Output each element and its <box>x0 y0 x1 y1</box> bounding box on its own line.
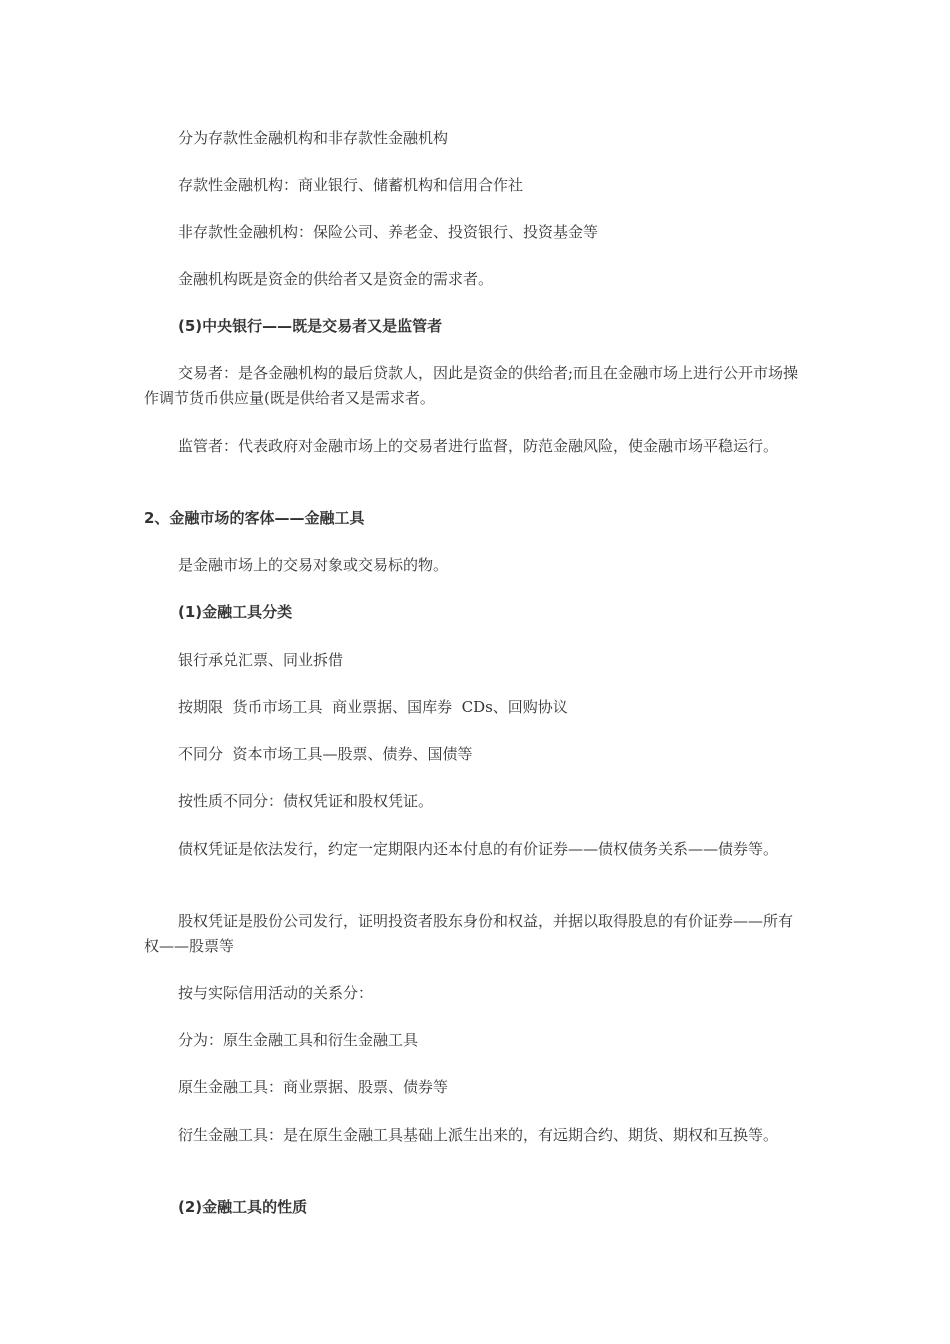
paragraph: 监管者：代表政府对金融市场上的交易者进行监督，防范金融风险，使金融市场平稳运行。 <box>178 437 779 455</box>
paragraph: 不同分 资本市场工具—股票、债券、国债等 <box>178 745 473 763</box>
paragraph: 按与实际信用活动的关系分： <box>178 984 374 1002</box>
paragraph: 按期限 货币市场工具 商业票据、国库券 CDs、回购协议 <box>178 698 568 716</box>
paragraph: 衍生金融工具：是在原生金融工具基础上派生出来的，有远期合约、期货、期权和互换等。 <box>178 1126 779 1144</box>
paragraph: 是金融市场上的交易对象或交易标的物。 <box>178 556 449 574</box>
paragraph: 债权凭证是依法发行，约定一定期限内还本付息的有价证券——债权债务关系——债券等。 <box>178 840 779 858</box>
section-heading: (1)金融工具分类 <box>178 603 293 621</box>
paragraph: 非存款性金融机构：保险公司、养老金、投资银行、投资基金等 <box>178 223 599 241</box>
paragraph: 分为存款性金融机构和非存款性金融机构 <box>178 129 449 147</box>
paragraph: 股权凭证是股份公司发行，证明投资者股东身份和权益，并据以取得股息的有价证券——所有权——股票等 <box>144 912 794 955</box>
paragraph: 银行承兑汇票、同业拆借 <box>178 651 344 669</box>
section-heading: (5)中央银行——既是交易者又是监管者 <box>178 317 443 335</box>
paragraph: 分为：原生金融工具和衍生金融工具 <box>178 1031 419 1049</box>
paragraph: 金融机构既是资金的供给者又是资金的需求者。 <box>178 270 494 288</box>
paragraph: 按性质不同分：债权凭证和股权凭证。 <box>178 792 434 810</box>
section-heading: (2)金融工具的性质 <box>178 1198 308 1216</box>
paragraph: 原生金融工具：商业票据、股票、债券等 <box>178 1078 449 1096</box>
paragraph: 交易者：是各金融机构的最后贷款人，因此是资金的供给者;而且在金融市场上进行公开市场操作调节货币供应量(既是供给者又是需求者。 <box>144 364 799 407</box>
section-heading: 2、金融市场的客体——金融工具 <box>144 509 365 527</box>
paragraph: 存款性金融机构：商业银行、储蓄机构和信用合作社 <box>178 176 524 194</box>
